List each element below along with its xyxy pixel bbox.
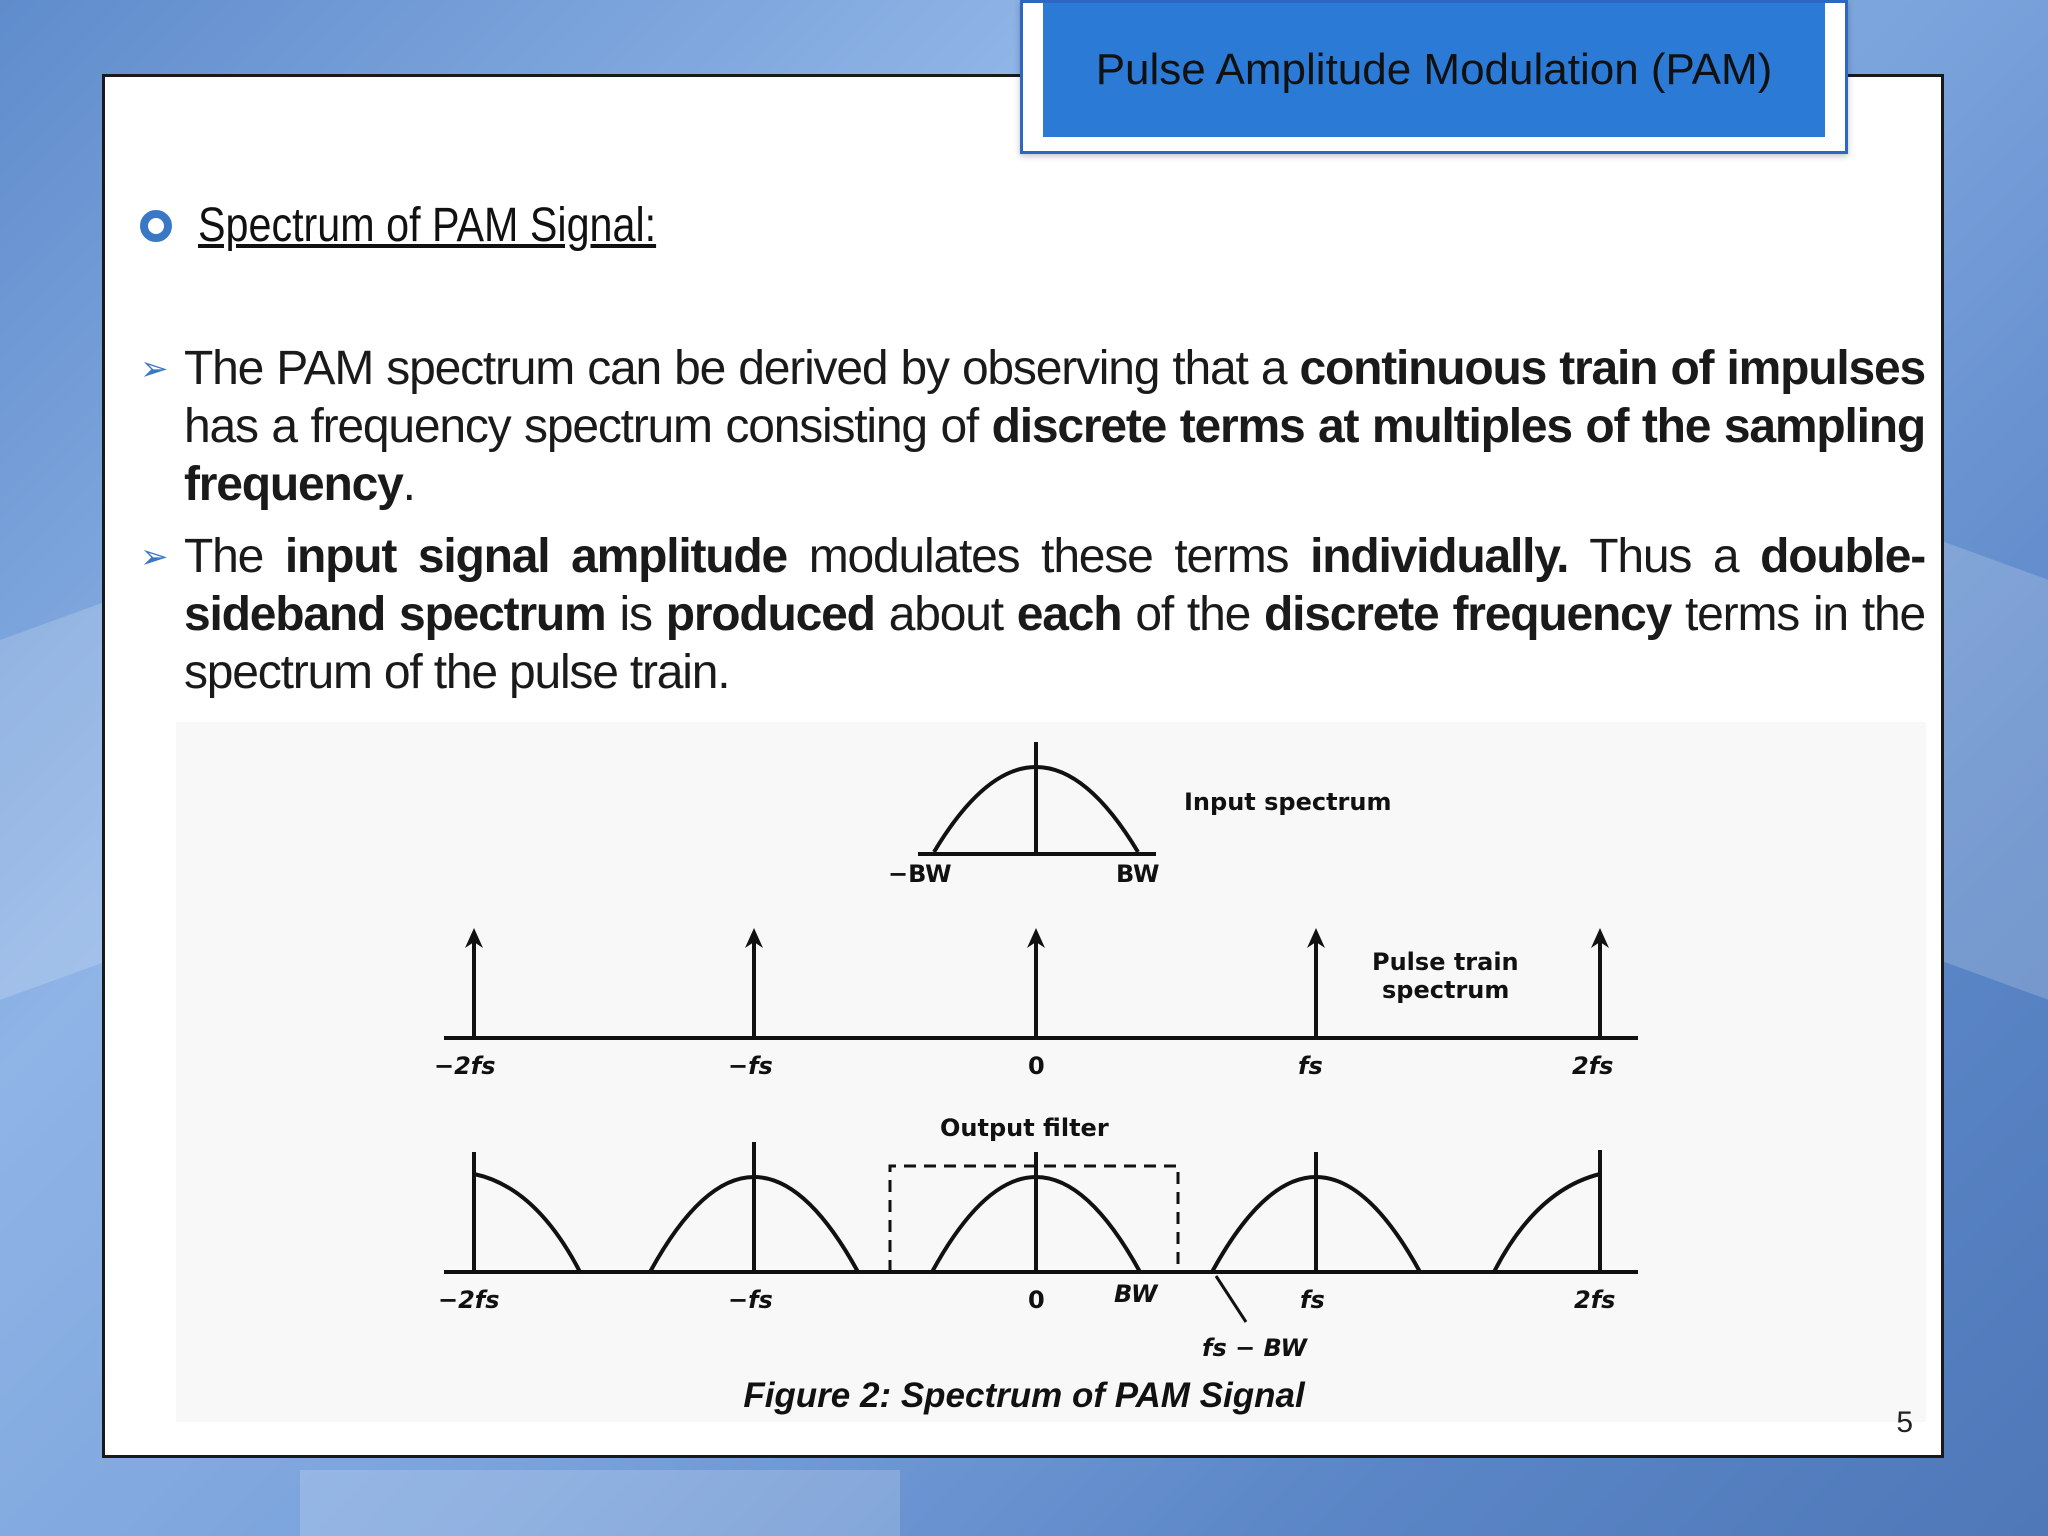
page-number: 5 — [1896, 1406, 1913, 1439]
slide-title: Pulse Amplitude Modulation (PAM) — [1043, 3, 1825, 137]
sideband-2fs-lower — [1494, 1174, 1600, 1272]
bold-phrase: discrete terms at multiples of the sampling frequency — [184, 400, 1925, 511]
text-run: The PAM spectrum can be derived by observing that a — [184, 342, 1300, 395]
bold-phrase: discrete frequency — [1264, 588, 1672, 641]
input-spectrum-label: Input spectrum — [1184, 788, 1392, 816]
paragraph-text — [184, 340, 1925, 514]
text-run: Thus a — [1568, 530, 1761, 583]
background-hexagon — [0, 600, 110, 1000]
section-heading-row — [140, 198, 731, 253]
pulse-tick-zero: 0 — [1028, 1052, 1045, 1080]
text-run: has a frequency spectrum consisting of — [184, 400, 992, 453]
text-run: about — [874, 588, 1017, 641]
fs-minus-bw-annotation: fs − BW — [1202, 1334, 1307, 1362]
figure-caption: Figure 2: Spectrum of PAM Signal — [743, 1376, 1305, 1415]
output-tick-bw: BW — [1114, 1280, 1158, 1308]
bold-phrase: double-sideband spectrum — [184, 530, 1926, 641]
text-run: The — [184, 530, 285, 583]
text-run: is — [605, 588, 666, 641]
text-run: of the — [1121, 588, 1265, 641]
output-tick-2fs: 2fs — [1574, 1286, 1616, 1314]
output-tick-minus-fs: −fs — [728, 1286, 773, 1314]
arrow-bullet-icon: ➢ — [140, 350, 169, 388]
bullet-paragraph-1 — [140, 340, 1925, 514]
text-run: terms in the spectrum of the pulse train. — [184, 588, 1926, 699]
pulse-tick-2fs: 2fs — [1572, 1052, 1614, 1080]
pulse-tick-minus-fs: −fs — [728, 1052, 773, 1080]
pulse-train-label-2: spectrum — [1382, 976, 1510, 1004]
ring-bullet-icon — [140, 210, 172, 242]
text-run: modulates these terms — [787, 530, 1311, 583]
sideband-minus-2fs-upper — [474, 1174, 580, 1272]
pulse-train-label-1: Pulse train — [1372, 948, 1519, 976]
arrow-bullet-icon: ➢ — [140, 538, 169, 576]
output-tick-minus-2fs: −2fs — [438, 1286, 500, 1314]
spectrum-diagram — [176, 722, 1926, 1422]
input-tick-bw: BW — [1116, 860, 1160, 888]
bold-phrase: continuous train of impulses — [1299, 342, 1925, 395]
output-filter-label: Output filter — [940, 1114, 1109, 1142]
background-hexagon — [1940, 540, 2048, 999]
text-run: . — [402, 458, 415, 511]
bold-phrase: input signal amplitude — [284, 530, 788, 583]
pam-spectrum-figure — [176, 722, 1926, 1422]
output-tick-fs: fs — [1300, 1286, 1325, 1314]
background-hexagon — [300, 1470, 900, 1536]
title-box — [1020, 0, 1848, 154]
output-tick-zero: 0 — [1028, 1286, 1045, 1314]
pulse-tick-minus-2fs: −2fs — [434, 1052, 496, 1080]
bold-phrase: each — [1016, 588, 1122, 641]
bold-phrase: produced — [665, 588, 875, 641]
paragraph-text — [184, 528, 1925, 702]
bold-phrase: individually. — [1310, 530, 1569, 583]
bullet-paragraph-2 — [140, 528, 1925, 702]
section-heading: Spectrum of PAM Signal: — [198, 199, 657, 252]
input-tick-minus-bw: −BW — [888, 860, 952, 888]
annotation-pointer — [1216, 1276, 1246, 1322]
pulse-tick-fs: fs — [1298, 1052, 1323, 1080]
